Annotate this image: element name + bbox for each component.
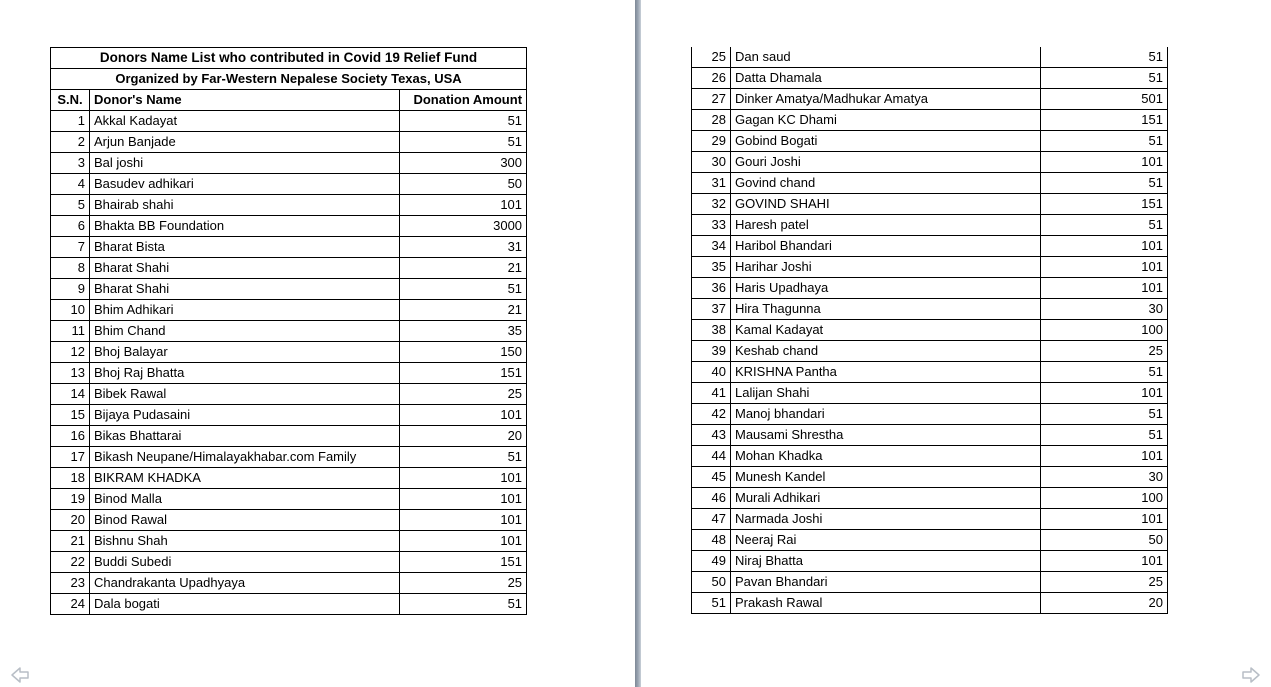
row-amount: 51	[1041, 173, 1168, 194]
row-sn: 29	[692, 131, 731, 152]
table-row	[692, 509, 1168, 530]
row-amount: 25	[1041, 341, 1168, 362]
row-amount: 101	[1041, 509, 1168, 530]
row-amount: 51	[400, 279, 527, 300]
row-donor-name: Prakash Rawal	[731, 593, 1041, 614]
row-donor-name: Bijaya Pudasaini	[90, 405, 400, 426]
row-donor-name: Dan saud	[731, 47, 1041, 68]
row-donor-name: Bharat Shahi	[90, 258, 400, 279]
row-amount: 30	[1041, 467, 1168, 488]
table-row	[692, 194, 1168, 215]
row-sn: 33	[692, 215, 731, 236]
row-amount: 20	[1041, 593, 1168, 614]
row-amount: 51	[1041, 362, 1168, 383]
row-amount: 31	[400, 237, 527, 258]
table-title: Donors Name List who contributed in Covid 19 Relief Fund	[51, 48, 527, 69]
row-sn: 13	[51, 363, 90, 384]
row-sn: 2	[51, 132, 90, 153]
row-amount: 35	[400, 321, 527, 342]
row-donor-name: Bikas Bhattarai	[90, 426, 400, 447]
row-sn: 11	[51, 321, 90, 342]
row-sn: 44	[692, 446, 731, 467]
table-row	[51, 426, 527, 447]
row-sn: 17	[51, 447, 90, 468]
row-sn: 23	[51, 573, 90, 594]
row-amount: 21	[400, 300, 527, 321]
table-row	[692, 68, 1168, 89]
row-donor-name: Binod Malla	[90, 489, 400, 510]
row-amount: 151	[1041, 194, 1168, 215]
row-donor-name: BIKRAM KHADKA	[90, 468, 400, 489]
row-sn: 40	[692, 362, 731, 383]
row-amount: 3000	[400, 216, 527, 237]
row-amount: 51	[1041, 47, 1168, 68]
row-donor-name: Haris Upadhaya	[731, 278, 1041, 299]
table-row	[692, 131, 1168, 152]
table-row	[51, 321, 527, 342]
row-sn: 12	[51, 342, 90, 363]
row-amount: 21	[400, 258, 527, 279]
table-row	[692, 173, 1168, 194]
table-row	[51, 363, 527, 384]
row-amount: 50	[1041, 530, 1168, 551]
page-right	[641, 0, 1271, 687]
table-row	[51, 405, 527, 426]
table-row	[51, 573, 527, 594]
table-row	[692, 404, 1168, 425]
table-row	[692, 488, 1168, 509]
row-sn: 3	[51, 153, 90, 174]
row-sn: 18	[51, 468, 90, 489]
row-sn: 43	[692, 425, 731, 446]
table-row	[692, 425, 1168, 446]
right-rows	[692, 47, 1168, 614]
row-amount: 101	[400, 468, 527, 489]
table-row	[51, 384, 527, 405]
row-sn: 19	[51, 489, 90, 510]
row-sn: 51	[692, 593, 731, 614]
row-sn: 26	[692, 68, 731, 89]
row-sn: 15	[51, 405, 90, 426]
row-sn: 46	[692, 488, 731, 509]
table-row	[692, 152, 1168, 173]
row-amount: 101	[1041, 257, 1168, 278]
row-donor-name: Bhim Chand	[90, 321, 400, 342]
table-row	[692, 572, 1168, 593]
row-amount: 25	[400, 573, 527, 594]
row-sn: 48	[692, 530, 731, 551]
row-donor-name: Chandrakanta Upadhyaya	[90, 573, 400, 594]
table-row	[51, 489, 527, 510]
row-amount: 300	[400, 153, 527, 174]
row-sn: 21	[51, 531, 90, 552]
row-donor-name: Bal joshi	[90, 153, 400, 174]
row-amount: 101	[1041, 383, 1168, 404]
title-row	[51, 48, 527, 69]
row-sn: 30	[692, 152, 731, 173]
row-amount: 100	[1041, 320, 1168, 341]
table-row	[692, 593, 1168, 614]
table-row	[692, 362, 1168, 383]
table-row	[692, 446, 1168, 467]
header-row	[51, 90, 527, 111]
table-row	[51, 216, 527, 237]
row-sn: 4	[51, 174, 90, 195]
table-row	[692, 236, 1168, 257]
row-donor-name: Bhim Adhikari	[90, 300, 400, 321]
table-row	[692, 320, 1168, 341]
page-left	[0, 0, 635, 687]
table-row	[51, 342, 527, 363]
row-donor-name: Narmada Joshi	[731, 509, 1041, 530]
row-donor-name: Mausami Shrestha	[731, 425, 1041, 446]
table-row	[51, 195, 527, 216]
row-donor-name: Bhoj Raj Bhatta	[90, 363, 400, 384]
row-amount: 51	[1041, 215, 1168, 236]
row-donor-name: Kamal Kadayat	[731, 320, 1041, 341]
row-amount: 101	[1041, 278, 1168, 299]
row-sn: 5	[51, 195, 90, 216]
header-amount: Donation Amount	[400, 90, 527, 111]
row-donor-name: Gobind Bogati	[731, 131, 1041, 152]
row-sn: 28	[692, 110, 731, 131]
subtitle-row	[51, 69, 527, 90]
row-sn: 35	[692, 257, 731, 278]
table-row	[692, 47, 1168, 68]
header-name: Donor's Name	[90, 90, 400, 111]
row-sn: 9	[51, 279, 90, 300]
row-amount: 50	[400, 174, 527, 195]
row-sn: 16	[51, 426, 90, 447]
row-amount: 151	[400, 363, 527, 384]
row-donor-name: Bhoj Balayar	[90, 342, 400, 363]
row-amount: 51	[1041, 404, 1168, 425]
row-sn: 39	[692, 341, 731, 362]
row-sn: 45	[692, 467, 731, 488]
table-row	[692, 299, 1168, 320]
row-sn: 32	[692, 194, 731, 215]
table-row	[692, 110, 1168, 131]
row-donor-name: Gagan KC Dhami	[731, 110, 1041, 131]
header-sn: S.N.	[51, 90, 90, 111]
row-donor-name: Akkal Kadayat	[90, 111, 400, 132]
row-amount: 101	[400, 531, 527, 552]
table-row	[51, 258, 527, 279]
table-row	[692, 89, 1168, 110]
table-row	[51, 300, 527, 321]
row-donor-name: Pavan Bhandari	[731, 572, 1041, 593]
row-sn: 25	[692, 47, 731, 68]
table-row	[692, 215, 1168, 236]
row-donor-name: Haribol Bhandari	[731, 236, 1041, 257]
row-amount: 51	[400, 132, 527, 153]
table-row	[51, 468, 527, 489]
row-sn: 42	[692, 404, 731, 425]
row-amount: 101	[1041, 236, 1168, 257]
row-donor-name: Bibek Rawal	[90, 384, 400, 405]
row-sn: 37	[692, 299, 731, 320]
row-sn: 31	[692, 173, 731, 194]
row-donor-name: Arjun Banjade	[90, 132, 400, 153]
table-subtitle: Organized by Far-Western Nepalese Society Texas, USA	[51, 69, 527, 90]
row-donor-name: Haresh patel	[731, 215, 1041, 236]
row-amount: 51	[1041, 68, 1168, 89]
row-sn: 8	[51, 258, 90, 279]
row-amount: 51	[400, 447, 527, 468]
row-donor-name: Bhairab shahi	[90, 195, 400, 216]
row-donor-name: Manoj bhandari	[731, 404, 1041, 425]
row-donor-name: Dinker Amatya/Madhukar Amatya	[731, 89, 1041, 110]
table-row	[692, 341, 1168, 362]
row-donor-name: KRISHNA Pantha	[731, 362, 1041, 383]
row-donor-name: Lalijan Shahi	[731, 383, 1041, 404]
table-row	[692, 257, 1168, 278]
table-row	[51, 447, 527, 468]
table-row	[51, 531, 527, 552]
table-row	[51, 111, 527, 132]
table-row	[51, 153, 527, 174]
row-donor-name: Mohan Khadka	[731, 446, 1041, 467]
row-sn: 38	[692, 320, 731, 341]
row-sn: 22	[51, 552, 90, 573]
row-sn: 6	[51, 216, 90, 237]
row-amount: 101	[1041, 152, 1168, 173]
row-sn: 1	[51, 111, 90, 132]
row-amount: 25	[1041, 572, 1168, 593]
row-sn: 36	[692, 278, 731, 299]
row-donor-name: Neeraj Rai	[731, 530, 1041, 551]
row-amount: 101	[400, 510, 527, 531]
row-amount: 30	[1041, 299, 1168, 320]
row-sn: 14	[51, 384, 90, 405]
row-donor-name: Buddi Subedi	[90, 552, 400, 573]
row-sn: 50	[692, 572, 731, 593]
table-row	[51, 552, 527, 573]
row-donor-name: Bharat Shahi	[90, 279, 400, 300]
row-amount: 151	[400, 552, 527, 573]
row-amount: 101	[400, 195, 527, 216]
row-sn: 20	[51, 510, 90, 531]
table-row	[692, 467, 1168, 488]
row-donor-name: Binod Rawal	[90, 510, 400, 531]
table-row	[51, 237, 527, 258]
row-donor-name: Basudev adhikari	[90, 174, 400, 195]
row-donor-name: Bhakta BB Foundation	[90, 216, 400, 237]
row-amount: 25	[400, 384, 527, 405]
donor-table-left	[50, 47, 527, 615]
table-row	[51, 594, 527, 615]
row-donor-name: Gouri Joshi	[731, 152, 1041, 173]
row-amount: 100	[1041, 488, 1168, 509]
row-amount: 101	[1041, 446, 1168, 467]
table-row	[692, 530, 1168, 551]
row-sn: 7	[51, 237, 90, 258]
row-amount: 101	[400, 405, 527, 426]
row-amount: 150	[400, 342, 527, 363]
row-amount: 101	[1041, 551, 1168, 572]
table-row	[51, 132, 527, 153]
row-donor-name: Govind chand	[731, 173, 1041, 194]
row-amount: 51	[1041, 425, 1168, 446]
table-row	[692, 383, 1168, 404]
arrow-right-icon[interactable]	[1241, 667, 1261, 683]
row-donor-name: Dala bogati	[90, 594, 400, 615]
row-amount: 51	[400, 594, 527, 615]
row-sn: 24	[51, 594, 90, 615]
row-sn: 41	[692, 383, 731, 404]
row-donor-name: GOVIND SHAHI	[731, 194, 1041, 215]
row-donor-name: Hira Thagunna	[731, 299, 1041, 320]
row-amount: 20	[400, 426, 527, 447]
arrow-left-icon[interactable]	[10, 667, 30, 683]
row-sn: 49	[692, 551, 731, 572]
row-donor-name: Niraj Bhatta	[731, 551, 1041, 572]
row-amount: 51	[400, 111, 527, 132]
row-amount: 501	[1041, 89, 1168, 110]
row-donor-name: Harihar Joshi	[731, 257, 1041, 278]
row-donor-name: Keshab chand	[731, 341, 1041, 362]
table-row	[51, 510, 527, 531]
table-row	[692, 278, 1168, 299]
row-donor-name: Bishnu Shah	[90, 531, 400, 552]
row-donor-name: Datta Dhamala	[731, 68, 1041, 89]
table-row	[692, 551, 1168, 572]
row-sn: 27	[692, 89, 731, 110]
row-amount: 51	[1041, 131, 1168, 152]
table-row	[51, 174, 527, 195]
row-donor-name: Bikash Neupane/Himalayakhabar.com Family	[90, 447, 400, 468]
row-donor-name: Bharat Bista	[90, 237, 400, 258]
row-amount: 101	[400, 489, 527, 510]
row-donor-name: Murali Adhikari	[731, 488, 1041, 509]
row-sn: 10	[51, 300, 90, 321]
donor-table-right	[691, 47, 1168, 614]
table-row	[51, 279, 527, 300]
row-amount: 151	[1041, 110, 1168, 131]
left-rows	[51, 111, 527, 615]
row-sn: 47	[692, 509, 731, 530]
row-donor-name: Munesh Kandel	[731, 467, 1041, 488]
row-sn: 34	[692, 236, 731, 257]
